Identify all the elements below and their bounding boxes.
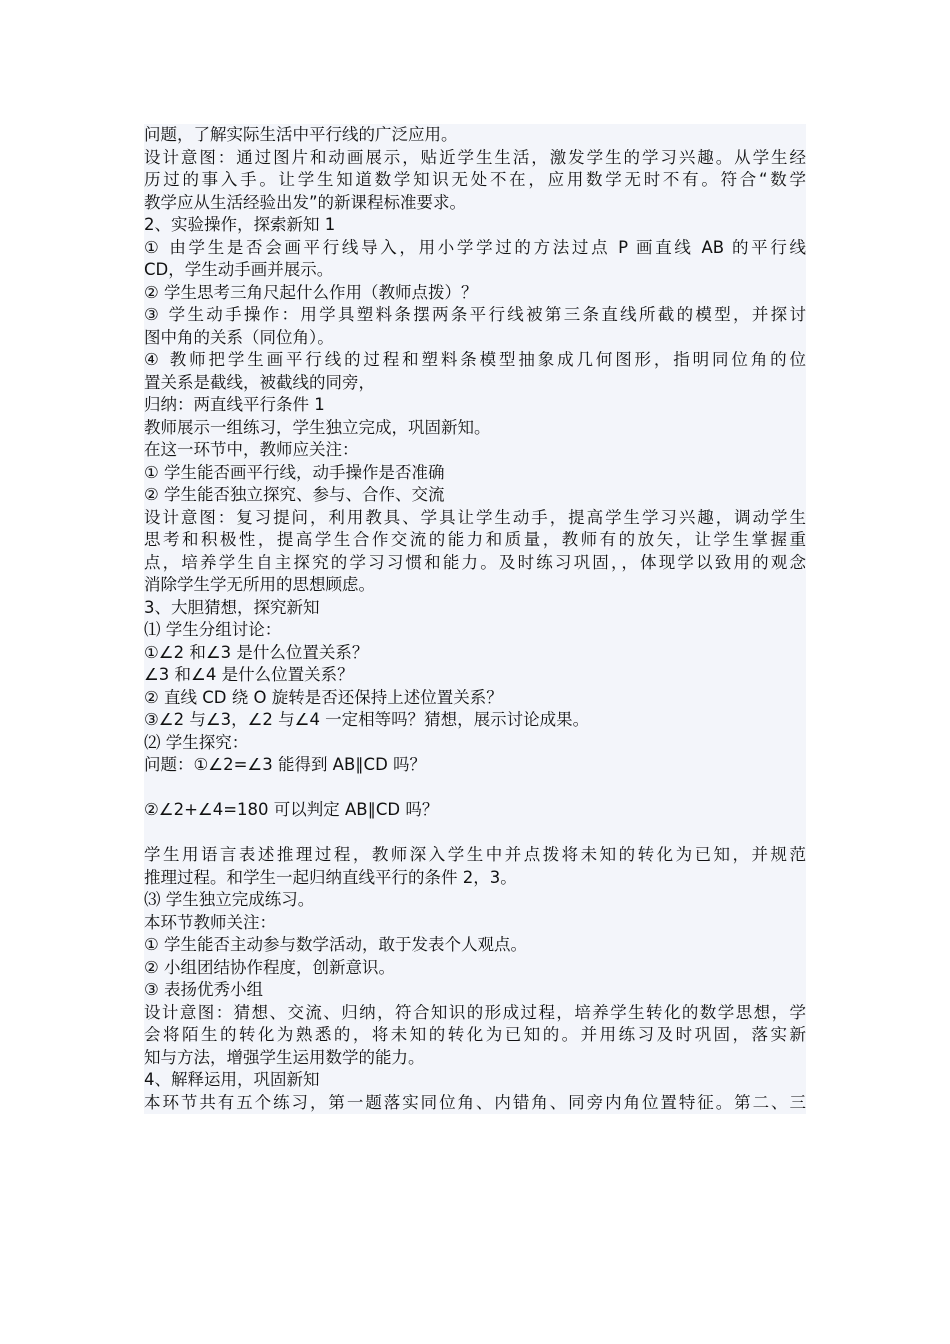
text-line: ② 学生能否独立探究、参与、合作、交流 [144,485,445,504]
text-line: 本环节教师关注： [144,912,276,932]
text-line: ② 直线 CD 绕 O 旋转是否还保持上述位置关系？ [144,687,503,707]
text-line: 思考和积极性，提高学生合作交流的能力和质量，教师有的放矢，让学生掌握重 [144,530,806,549]
text-line: 4、解释运用，巩固新知 [144,1070,320,1089]
text-line: 归纳：两直线平行条件 1 [144,395,325,414]
text-line: ③ 表扬优秀小组 [144,980,264,999]
text-line: ① 学生能否画平行线，动手操作是否准确 [144,462,445,482]
text-line: ① 学生能否主动参与数学活动，敢于发表个人观点。 [144,935,528,954]
text-line: ③∠2 与∠3，∠2 与∠4 一定相等吗？猜想，展示讨论成果。 [144,710,590,729]
text-line: ⑶ 学生独立完成练习。 [144,890,315,909]
text-line: 消除学生学无所用的思想顾虑。 [144,575,375,594]
blank-line [144,822,806,845]
text-line: ④ 教师把学生画平行线的过程和塑料条模型抽象成几何图形，指明同位角的位 [144,350,806,369]
text-line: 置关系是截线，被截线的同旁， [144,372,375,392]
text-line: ⑵ 学生探究： [144,732,249,752]
text-line: ⑴ 学生分组讨论： [144,620,282,639]
text-line: 会将陌生的转化为熟悉的，将未知的转化为已知的。并用练习及时巩固，落实新 [144,1025,806,1044]
text-line: 设计意图：通过图片和动画展示，贴近学生生活，激发学生的学习兴趣。从学生经 [144,147,806,167]
text-line: 设计意图：复习提问，利用教具、学具让学生动手，提高学生学习兴趣，调动学生 [144,507,806,527]
text-line: 知与方法，增强学生运用数学的能力。 [144,1047,425,1067]
text-line: ③ 学生动手操作：用学具塑料条摆两条平行线被第三条直线所截的模型，并探讨 [144,305,806,324]
text-line: 历过的事入手。让学生知道数学知识无处不在，应用数学无时不有。符合“数学 [144,170,806,189]
text-line: 2、实验操作，探索新知 1 [144,215,336,234]
document-text-block [144,124,806,1114]
text-line: 推理过程。和学生一起归纳直线平行的条件 2，3。 [144,867,517,887]
text-line: ② 学生思考三角尺起什么作用（教师点拨）？ [144,282,478,302]
text-line: 图中角的关系（同位角）。 [144,327,334,347]
text-line: 在这一环节中，教师应关注： [144,440,359,459]
text-line: CD，学生动手画并展示。 [144,260,334,279]
text-line: 问题：①∠2=∠3 能得到 AB∥CD 吗？ [144,755,427,774]
text-line: ∠3 和∠4 是什么位置关系？ [144,665,354,684]
text-line: ① 由学生是否会画平行线导入，用小学学过的方法过点 P 画直线 AB 的平行线 [144,237,806,257]
text-line: 本环节共有五个练习，第一题落实同位角、内错角、同旁内角位置特征。第二、三 [144,1092,806,1112]
blank-line [144,777,806,800]
text-line: 问题，了解实际生活中平行线的广泛应用。 [144,125,458,144]
text-line: ② 小组团结协作程度，创新意识。 [144,957,396,977]
text-line: 设计意图：猜想、交流、归纳，符合知识的形成过程，培养学生转化的数学思想，学 [144,1002,806,1022]
text-line: 3、大胆猜想，探究新知 [144,597,320,617]
text-line: 点，培养学生自主探究的学习习惯和能力。及时练习巩固，，体现学以致用的观念 [144,552,806,572]
text-line: 学生用语言表述推理过程，教师深入学生中并点拨将未知的转化为已知，并规范 [144,845,806,864]
text-line: ①∠2 和∠3 是什么位置关系？ [144,642,369,662]
text-line: 教师展示一组练习，学生独立完成，巩固新知。 [144,417,491,437]
text-line: 教学应从生活经验出发”的新课程标准要求。 [144,192,467,212]
text-line: ②∠2+∠4=180 可以判定 AB∥CD 吗？ [144,800,439,819]
